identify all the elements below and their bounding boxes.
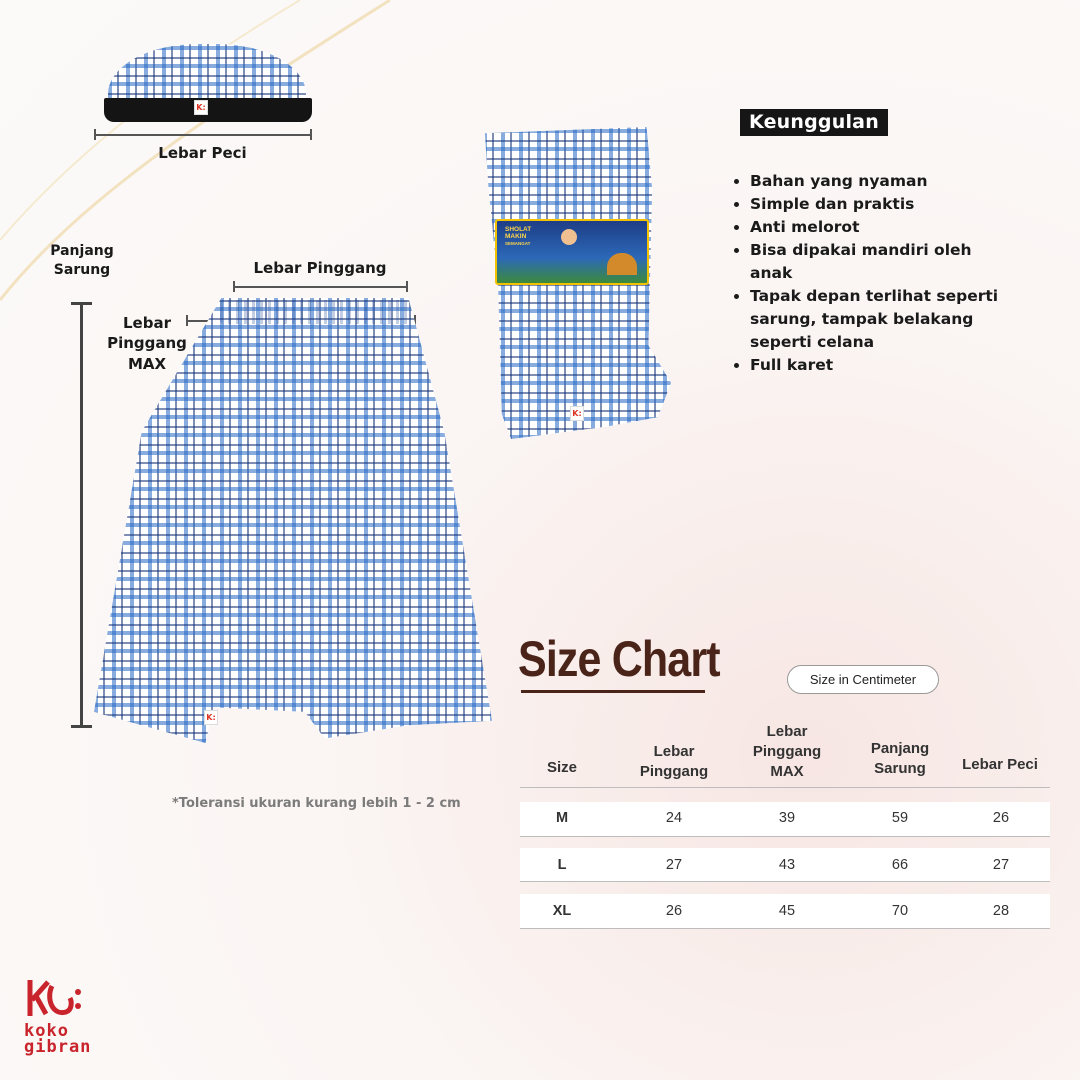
size-chart-title: Size Chart (518, 631, 720, 687)
benefit-item: • Full karet (750, 354, 1060, 377)
benefit-item: • Bahan yang nyaman (750, 170, 1060, 193)
peci-dimension-tick-left (94, 129, 96, 140)
lebar-pinggang-tick-left (233, 281, 235, 292)
panjang-sarung-tick-top (71, 302, 92, 305)
cell-lebar-pinggang: 24 (665, 810, 683, 826)
panjang-sarung-label: Panjang Sarung (50, 243, 114, 278)
table-row-divider (520, 881, 1050, 882)
table-row-divider (520, 836, 1050, 837)
cell-size: M (555, 810, 569, 826)
table-header-divider (520, 787, 1050, 788)
peci-tag: K: (194, 100, 208, 115)
peci-body (108, 44, 306, 104)
package-band-mosque-icon (607, 253, 637, 275)
table-header-lebar-peci: Lebar Peci (962, 756, 1038, 773)
package-image (483, 127, 671, 439)
peci-dimension-line (94, 134, 311, 136)
brand-name (24, 1023, 91, 1055)
benefit-item: • Bisa dipakai mandiri oleh anak (750, 239, 980, 285)
benefit-item: • Anti melorot (750, 216, 1060, 239)
table-header-size: Size (546, 759, 577, 776)
cell-lebar-pinggang: 27 (665, 857, 683, 873)
cell-size: L (557, 857, 567, 873)
lebar-pinggang-label: Lebar Pinggang (253, 259, 387, 277)
cell-lebar-pinggang: 26 (665, 903, 683, 919)
lebar-pinggang-max-label: Lebar Pinggang MAX (107, 314, 187, 373)
cell-size: XL (552, 903, 572, 919)
benefit-item: • Tapak depan terlihat seperti sarung, tampak belakang seperti celana (750, 285, 1000, 354)
sarung-tag: K: (204, 710, 218, 725)
peci-image (104, 44, 312, 122)
cell-lebar-peci: 27 (992, 857, 1010, 873)
tolerance-note: *Toleransi ukuran kurang lebih 1 - 2 cm (172, 796, 461, 811)
lebar-pinggang-line (233, 286, 407, 288)
peci-band (104, 98, 312, 122)
package-band-line2: MAKIN (505, 233, 527, 240)
table-header-panjang-sarung: Panjang Sarung (870, 740, 930, 777)
lebar-pinggang-tick-right (406, 281, 408, 292)
sarung-waistband (220, 300, 410, 324)
table-header-lebar-pinggang-max: Lebar Pinggang MAX (752, 723, 822, 780)
panjang-sarung-line (80, 303, 83, 727)
package-band-child-icon (561, 229, 577, 245)
cell-panjang-sarung: 66 (891, 857, 909, 873)
package-band-title (505, 226, 531, 247)
cell-panjang-sarung: 59 (891, 810, 909, 826)
brand-logo-icon (26, 978, 90, 1020)
cell-lebar-peci: 26 (992, 810, 1010, 826)
size-chart-title-underline (521, 690, 705, 693)
benefits-heading: Keunggulan (740, 109, 888, 136)
unit-note-text: Size in Centimeter (809, 672, 917, 687)
benefits-list (728, 170, 1060, 377)
table-row-divider (520, 928, 1050, 929)
peci-dimension-tick-right (310, 129, 312, 140)
package-band-line3: SEMANGAT (505, 241, 531, 246)
unit-note-badge (787, 665, 939, 694)
cell-lebar-pinggang-max: 43 (778, 857, 796, 873)
sarung-body (94, 298, 492, 743)
package-band (495, 219, 649, 285)
brand-name-line2: gibran (24, 1037, 92, 1057)
panjang-sarung-tick-bottom (71, 725, 92, 728)
cell-lebar-pinggang-max: 39 (778, 810, 796, 826)
sarung-image (94, 298, 492, 743)
table-header-lebar-pinggang: Lebar Pinggang (639, 743, 709, 780)
cell-lebar-peci: 28 (992, 903, 1010, 919)
lebar-peci-label: Lebar Peci (158, 144, 247, 162)
cell-panjang-sarung: 70 (891, 903, 909, 919)
cell-lebar-pinggang-max: 45 (778, 903, 796, 919)
package-band-line1: SHOLAT (505, 226, 532, 233)
package-tag: K: (570, 406, 584, 421)
brand-name-line1: koko (24, 1021, 69, 1041)
benefit-item: • Simple dan praktis (750, 193, 1060, 216)
